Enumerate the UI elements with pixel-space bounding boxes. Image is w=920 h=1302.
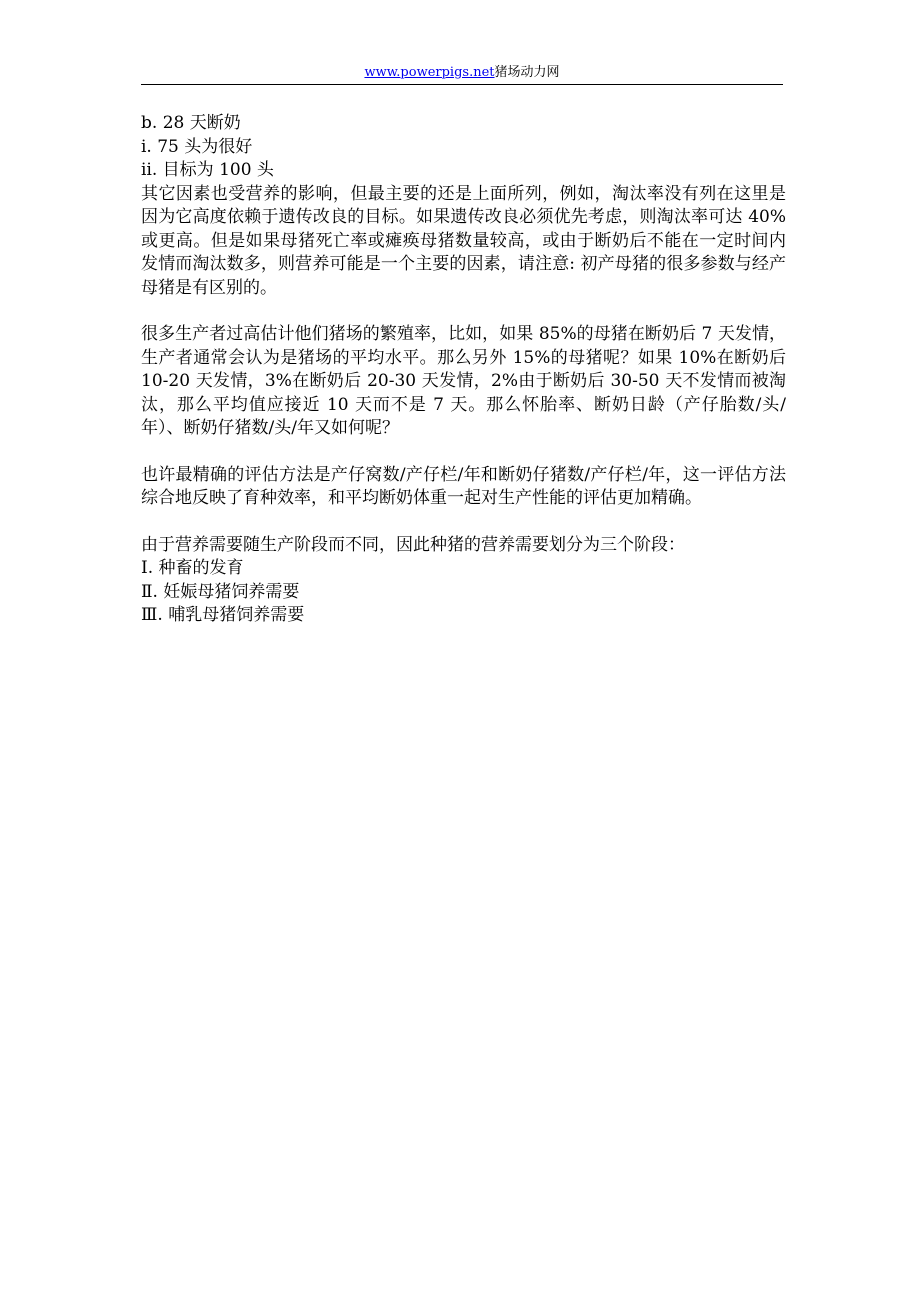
paragraph-gap	[141, 300, 786, 323]
stage-item-2: Ⅱ. 妊娠母猪饲养需要	[141, 581, 300, 602]
item-i: ⅰ. 75 头为很好	[141, 136, 253, 157]
stage-item-3: Ⅲ. 哺乳母猪饲养需要	[141, 605, 305, 625]
page-header	[141, 64, 783, 85]
document-body	[141, 112, 786, 628]
paragraph-reproduction-rate: 很多生产者过高估计他们猪场的繁殖率，比如，如果 85%的母猪在断奶后 7 天发情，生产者通常会认为是猪场的平均水平。那么另外 15%的母猪呢？如果 10%在断奶后 10-20 天发情，3%在断奶后 20-30 天发情，2%由于断奶后 30-50 天不发情而被淘汰，那么平均值应接近 10 天而不是 7 天。那么怀胎率、断奶日龄（产仔胎数/头/年）、断奶仔猪数/头/年又如何呢？	[141, 324, 786, 438]
item-ii: ⅱ. 目标为 100 头	[141, 160, 274, 180]
stage-item-1: Ⅰ. 种畜的发育	[141, 558, 244, 578]
paragraph-nutrition-stages: 由于营养需要随生产阶段而不同，因此种猪的营养需要划分为三个阶段：	[141, 534, 685, 555]
paragraph-gap	[141, 511, 786, 534]
paragraph-other-factors: 其它因素也受营养的影响，但最主要的还是上面所列，例如，淘汰率没有列在这里是因为它高度依赖于遗传改良的目标。如果遗传改良必须优先考虑，则淘汰率可达 40%或更高。但是如果母猪死亡率或瘫痪母猪数量较高，或由于断奶后不能在一定时间内发情而淘汰数多，则营养可能是一个主要的因素，请注意: 初产母猪的很多参数与经产母猪是有区别的。	[141, 183, 786, 298]
item-b: b. 28 天断奶	[141, 113, 241, 133]
site-link[interactable]: www.powerpigs.net	[364, 65, 495, 80]
site-name: 猪场动力网	[494, 65, 560, 80]
paragraph-evaluation-method: 也许最精确的评估方法是产仔窝数/产仔栏/年和断奶仔猪数/产仔栏/年，这一评估方法综合地反映了育种效率，和平均断奶体重一起对生产性能的评估更加精确。	[141, 464, 786, 508]
paragraph-gap	[141, 441, 786, 464]
